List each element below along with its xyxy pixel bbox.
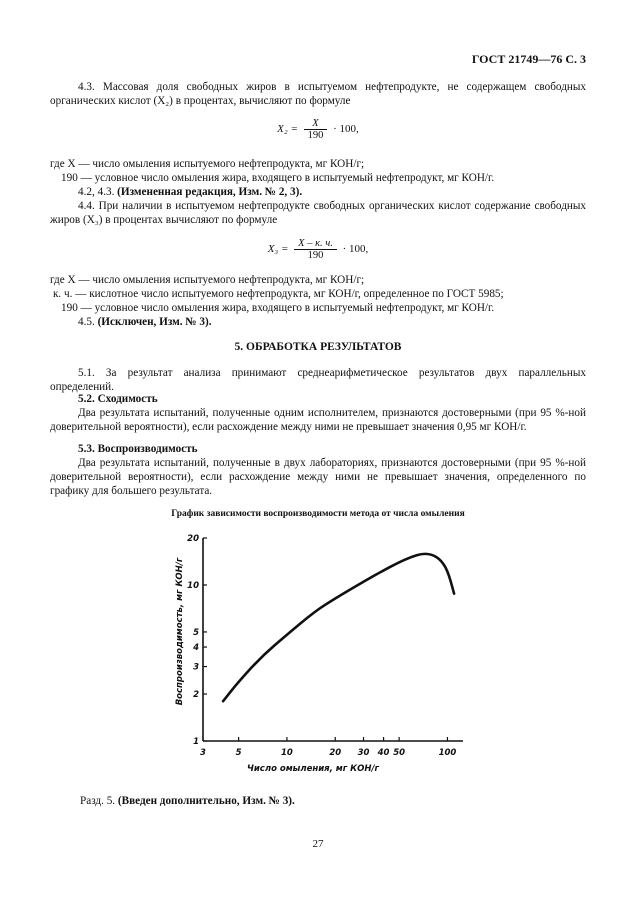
where-2-x: где X — число омыления испытуемого нефтепродукта, мг КОН/г; [50, 274, 365, 286]
section-5-note [80, 794, 580, 808]
formula-x3-rhs: · 100, [342, 243, 369, 256]
x-tick-label: 10 [281, 748, 293, 758]
x-tick-label: 20 [329, 748, 342, 758]
paragraph-4-5-ref: 4.5. [78, 316, 95, 328]
edit-note-1-ref: 4.2, 4.3. [78, 186, 115, 198]
paragraph-5-1: 5.1. За результат анализа принимают среднеарифметическое результатов двух параллельных определений. [50, 367, 586, 393]
y-tick-label: 3 [193, 662, 199, 673]
section-5-note-ref: Разд. 5. [80, 795, 116, 807]
formula-x3-denominator: 190 [307, 250, 324, 261]
where-1-x: где X — число омыления испытуемого нефтепродукта, мг КОН/г; [50, 158, 365, 170]
section-5-heading: 5. ОБРАБОТКА РЕЗУЛЬТАТОВ [234, 341, 402, 353]
y-tick-label: 1 [193, 737, 199, 747]
y-tick-label: 20 [187, 534, 199, 544]
formula-x2-denominator: 190 [307, 130, 324, 141]
formula-x3 [0, 238, 636, 261]
series-line [223, 554, 454, 701]
x-tick-label: 40 [377, 748, 390, 758]
formula-x2 [0, 118, 636, 141]
x-tick-label: 5 [235, 748, 242, 758]
section-5-note-text: (Введен дополнительно, Изм. № 3). [117, 795, 295, 807]
chart-title: График зависимости воспроизводимости метода от числа омыления [171, 509, 465, 519]
formula-x3-numerator: X – к. ч. [294, 238, 337, 250]
x-tick-label: 3 [200, 748, 206, 758]
y-axis-label: Воспроизводимость, мг КОН/г [175, 557, 185, 706]
heading-5-2: 5.2. Сходимость [78, 393, 158, 405]
reproducibility-chart [160, 528, 480, 783]
formula-x2-numerator: X [304, 118, 328, 130]
where-1-190: 190 — условное число омыления жира, входящего в испытуемый нефтепродукт, мг КОН/г. [61, 172, 495, 184]
y-tick-label: 4 [193, 643, 199, 654]
formula-x2-rhs: · 100, [333, 123, 359, 136]
paragraph-4-5-text: (Исключен, Изм. № 3). [97, 316, 212, 328]
formula-x2-lhs: X₂ = [277, 123, 298, 136]
y-tick-label: 2 [193, 690, 199, 701]
paragraph-4-3: 4.3. Массовая доля свободных жиров в испытуемом нефтепродукте, не содержащем свободных органических кислот (X₂) в процентах, вычисляют по формуле [50, 81, 586, 107]
formula-x3-fraction [294, 238, 337, 261]
formula-x3-lhs: X₃ = [267, 243, 289, 256]
edit-note-1 [50, 185, 586, 199]
paragraph-4-4: 4.4. При наличии в испытуемом нефтепродукте свободных органических кислот содержание свободных жиров (X₃) в процентах вычисляют по формуле [50, 200, 586, 226]
x-tick-label: 30 [357, 748, 370, 758]
x-tick-label: 100 [438, 748, 457, 758]
paragraph-5-2: Два результата испытаний, полученные одним исполнителем, признаются достоверными (при 95 %-ной доверительной вероятности), если расхождение между ними не превышает значения 0,95 мг КОН/г. [50, 407, 586, 433]
edit-note-1-text: (Измененная редакция, Изм. № 2, 3). [117, 186, 303, 198]
where-2-acid: к. ч. — кислотное число испытуемого нефтепродукта, мг КОН/г, определенное по ГОСТ 5985; [53, 288, 504, 300]
paragraph-4-5 [50, 315, 586, 329]
formula-x2-fraction [304, 118, 328, 141]
paragraph-5-3: Два результата испытаний, полученные в двух лабораториях, признаются достоверными (при 95 %-ной доверительной вероятности), если расхождение между ними не превышает значения, определенного по графику для большего результата. [50, 457, 586, 497]
y-tick-label: 10 [187, 580, 199, 591]
page-number: 27 [312, 838, 324, 850]
y-tick-label: 5 [193, 627, 199, 638]
x-axis-label: Число омыления, мг КОН/г [246, 764, 380, 774]
where-2-190: 190 — условное число омыления жира, входящего в испытуемый нефтепродукт, мг КОН/г. [61, 302, 495, 314]
page-header: ГОСТ 21749—76 С. 3 [471, 52, 586, 66]
x-tick-label: 50 [393, 748, 406, 758]
heading-5-3: 5.3. Воспроизводимость [78, 443, 198, 455]
